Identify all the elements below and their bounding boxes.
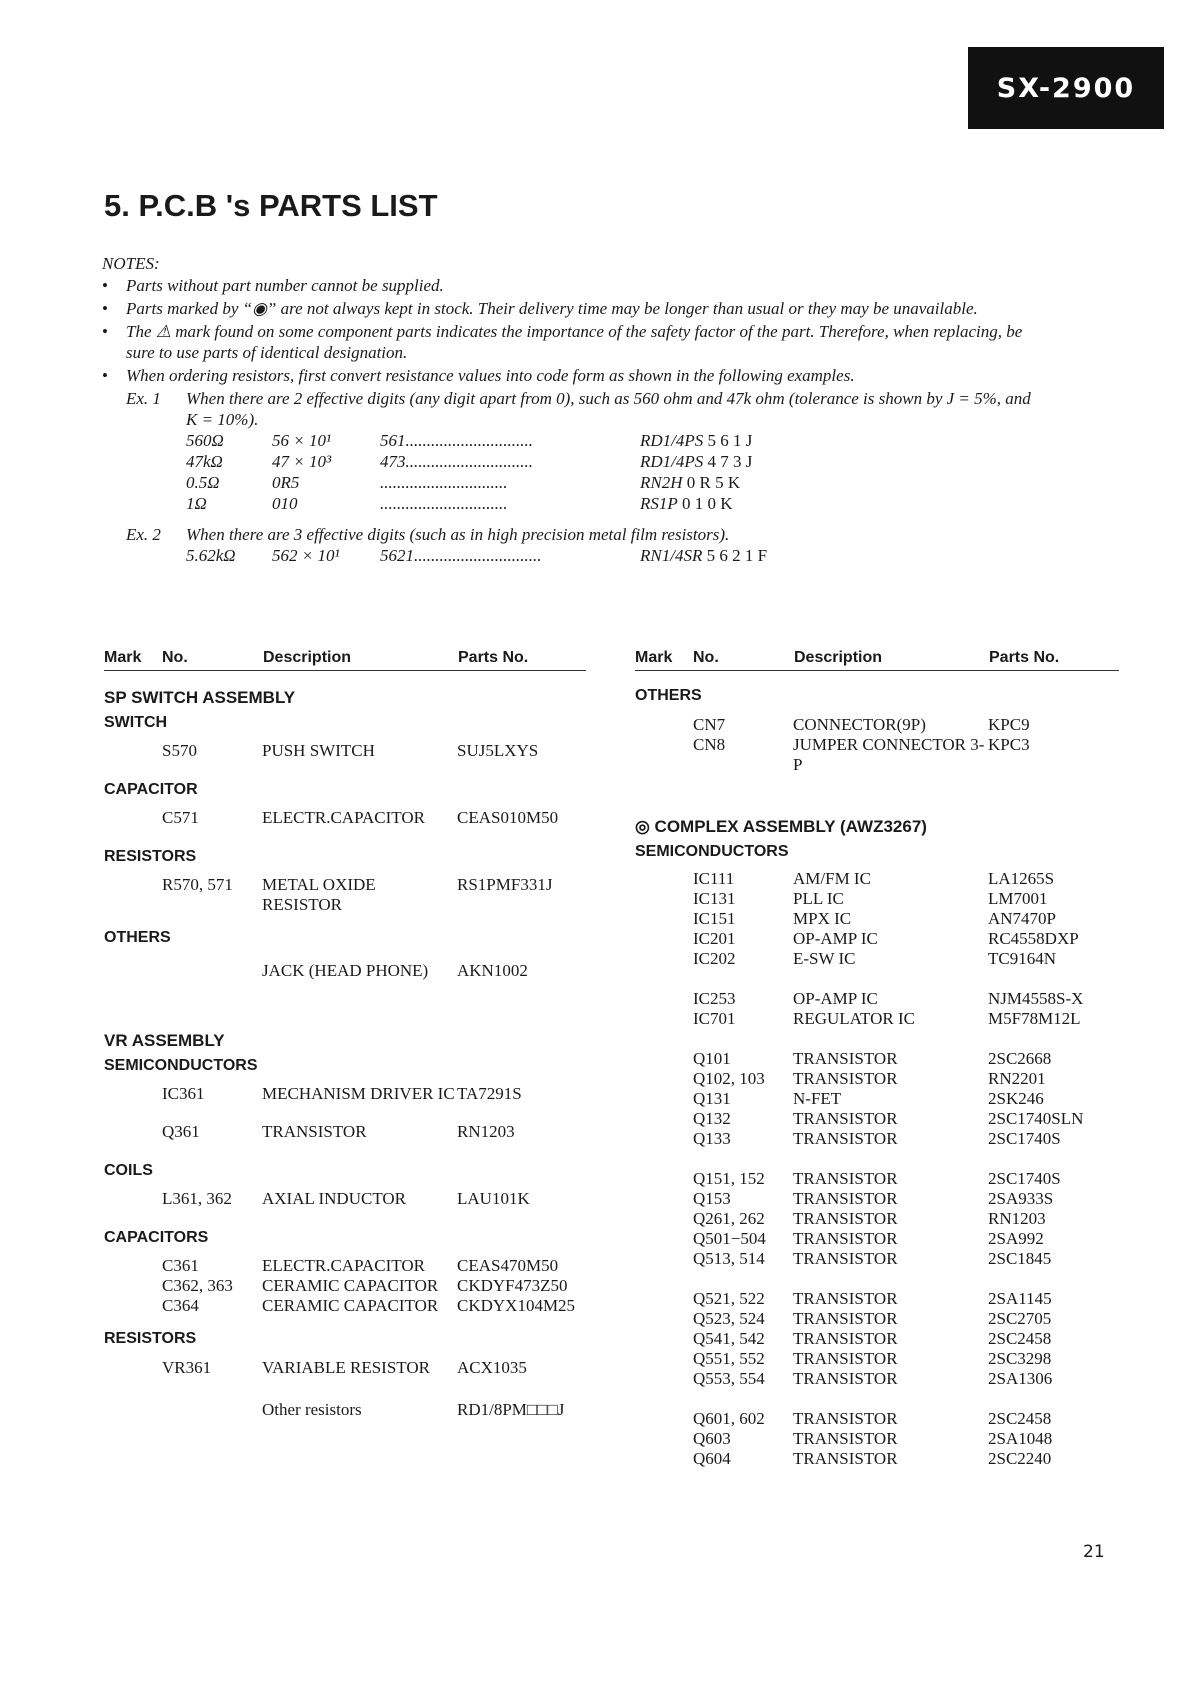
group-title: CAPACITORS	[104, 1229, 209, 1246]
parts-row: IC201 OP-AMP IC RC4558DXP	[693, 929, 1079, 948]
parts-row: Q101 TRANSISTOR 2SC2668	[693, 1049, 1052, 1068]
parts-row: Q261, 262 TRANSISTOR RN1203	[693, 1209, 1046, 1228]
parts-row: C362, 363 CERAMIC CAPACITOR CKDYF473Z50	[162, 1276, 568, 1295]
example-1	[126, 388, 1042, 430]
parts-row: IC361 MECHANISM DRIVER IC TA7291S	[162, 1084, 522, 1103]
parts-row: Other resistors RD1/8PM□□□J	[262, 1400, 565, 1419]
parts-row: Q501−504 TRANSISTOR 2SA992	[693, 1229, 1044, 1248]
group-title: RESISTORS	[104, 1330, 197, 1347]
parts-row: C364 CERAMIC CAPACITOR CKDYX104M25	[162, 1296, 576, 1315]
column-header: Mark No. Description Parts No.	[104, 635, 586, 671]
parts-list-left-column	[104, 635, 586, 1420]
group-title: OTHERS	[104, 929, 171, 946]
parts-row: Q132 TRANSISTOR 2SC1740SLN	[693, 1109, 1084, 1128]
parts-row: C361 ELECTR.CAPACITOR CEAS470M50	[162, 1256, 559, 1275]
parts-row: CN8 JUMPER CONNECTOR 3-P KPC3	[693, 735, 1030, 774]
parts-row: R570, 571 METAL OXIDE RESISTOR RS1PMF331J	[162, 875, 553, 914]
parts-row: Q153 TRANSISTOR 2SA933S	[693, 1189, 1054, 1208]
notes-heading: NOTES:	[102, 254, 160, 273]
column-header: Mark No. Description Parts No.	[635, 635, 1119, 671]
parts-row: IC111 AM/FM IC LA1265S	[693, 869, 1055, 888]
parts-row: JACK (HEAD PHONE) AKN1002	[262, 961, 528, 980]
parts-row: Q523, 524 TRANSISTOR 2SC2705	[693, 1309, 1052, 1328]
group-title: CAPACITOR	[104, 781, 198, 798]
parts-row: IC253 OP-AMP IC NJM4558S-X	[693, 989, 1084, 1008]
example-text: When there are 3 effective digits (such as in high precision metal film resistors).	[186, 525, 730, 544]
example-label: Ex. 2	[126, 525, 161, 544]
notes-section	[102, 253, 1042, 566]
parts-row: C571 ELECTR.CAPACITOR CEAS010M50	[162, 808, 559, 827]
note-item: • When ordering resistors, first convert resistance values into code form as shown in the following examples.	[102, 366, 855, 385]
parts-row: Q131 N-FET 2SK246	[693, 1089, 1044, 1108]
code-example-row: 47kΩ 47 × 10³ 473.............................. RD1/4PS 4 7 3 J	[186, 452, 753, 471]
parts-row: Q521, 522 TRANSISTOR 2SA1145	[693, 1289, 1052, 1308]
page-title: 5. P.C.B 's PARTS LIST	[104, 188, 438, 223]
example-label: Ex. 1	[126, 389, 161, 408]
parts-row: Q553, 554 TRANSISTOR 2SA1306	[693, 1369, 1053, 1388]
parts-row: Q541, 542 TRANSISTOR 2SC2458	[693, 1329, 1052, 1348]
group-title: SEMICONDUCTORS	[104, 1057, 258, 1074]
example-text: When there are 2 effective digits (any digit apart from 0), such as 560 ohm and 47k ohm (tolerance is shown by J = 5%, and K = 10%).	[186, 389, 1031, 429]
parts-row: IC701 REGULATOR IC M5F78M12L	[693, 1009, 1081, 1028]
example-2	[126, 524, 1042, 545]
parts-row: Q133 TRANSISTOR 2SC1740S	[693, 1129, 1061, 1148]
code-example-row: 560Ω 56 × 10¹ 561.............................. RD1/4PS 5 6 1 J	[186, 431, 753, 450]
group-title: SWITCH	[104, 714, 168, 731]
parts-row: L361, 362 AXIAL INDUCTOR LAU101K	[162, 1189, 530, 1208]
group-title: SEMICONDUCTORS	[635, 843, 789, 860]
section-title: SP SWITCH ASSEMBLY	[104, 688, 296, 707]
parts-row: Q513, 514 TRANSISTOR 2SC1845	[693, 1249, 1052, 1268]
parts-row: Q601, 602 TRANSISTOR 2SC2458	[693, 1409, 1052, 1428]
section-title: VR ASSEMBLY	[104, 1031, 225, 1050]
parts-row: CN7 CONNECTOR(9P) KPC9	[693, 715, 1030, 734]
parts-row: Q151, 152 TRANSISTOR 2SC1740S	[693, 1169, 1061, 1188]
parts-row: IC151 MPX IC AN7470P	[693, 909, 1057, 928]
note-item: • The ⚠ mark found on some component parts indicates the importance of the safety factor of the part. Therefore, when replacing, be sure to use parts of identical designation.	[102, 322, 1023, 362]
code-example-row: 1Ω 010 .............................. RS1P 0 1 0 K	[186, 494, 733, 513]
parts-row: Q551, 552 TRANSISTOR 2SC3298	[693, 1349, 1052, 1368]
group-title: COILS	[104, 1162, 153, 1179]
code-example-row: 5.62kΩ 562 × 10¹ 5621.............................. RN1/4SR 5 6 2 1 F	[186, 546, 768, 565]
group-title: OTHERS	[635, 687, 702, 704]
parts-row: IC202 E-SW IC TC9164N	[693, 949, 1056, 968]
parts-row: Q603 TRANSISTOR 2SA1048	[693, 1429, 1053, 1448]
parts-row: Q604 TRANSISTOR 2SC2240	[693, 1449, 1052, 1468]
note-item: • Parts without part number cannot be supplied.	[102, 276, 444, 295]
parts-row: VR361 VARIABLE RESISTOR ACX1035	[162, 1358, 527, 1377]
code-example-row: 0.5Ω 0R5 .............................. RN2H 0 R 5 K	[186, 473, 741, 492]
note-item: • Parts marked by “◉” are not always kept in stock. Their delivery time may be longer than usual or they may be unavailable.	[102, 299, 978, 318]
parts-list-right-column	[635, 635, 1119, 1469]
group-title: RESISTORS	[104, 848, 197, 865]
parts-row: IC131 PLL IC LM7001	[693, 889, 1048, 908]
parts-row: Q361 TRANSISTOR RN1203	[162, 1122, 515, 1141]
parts-row: Q102, 103 TRANSISTOR RN2201	[693, 1069, 1046, 1088]
page-number: 21	[1083, 1542, 1105, 1562]
parts-row: S570 PUSH SWITCH SUJ5LXYS	[162, 741, 539, 760]
model-badge: SX-2900	[968, 47, 1164, 129]
section-title: ◎ COMPLEX ASSEMBLY (AWZ3267)	[635, 817, 927, 836]
